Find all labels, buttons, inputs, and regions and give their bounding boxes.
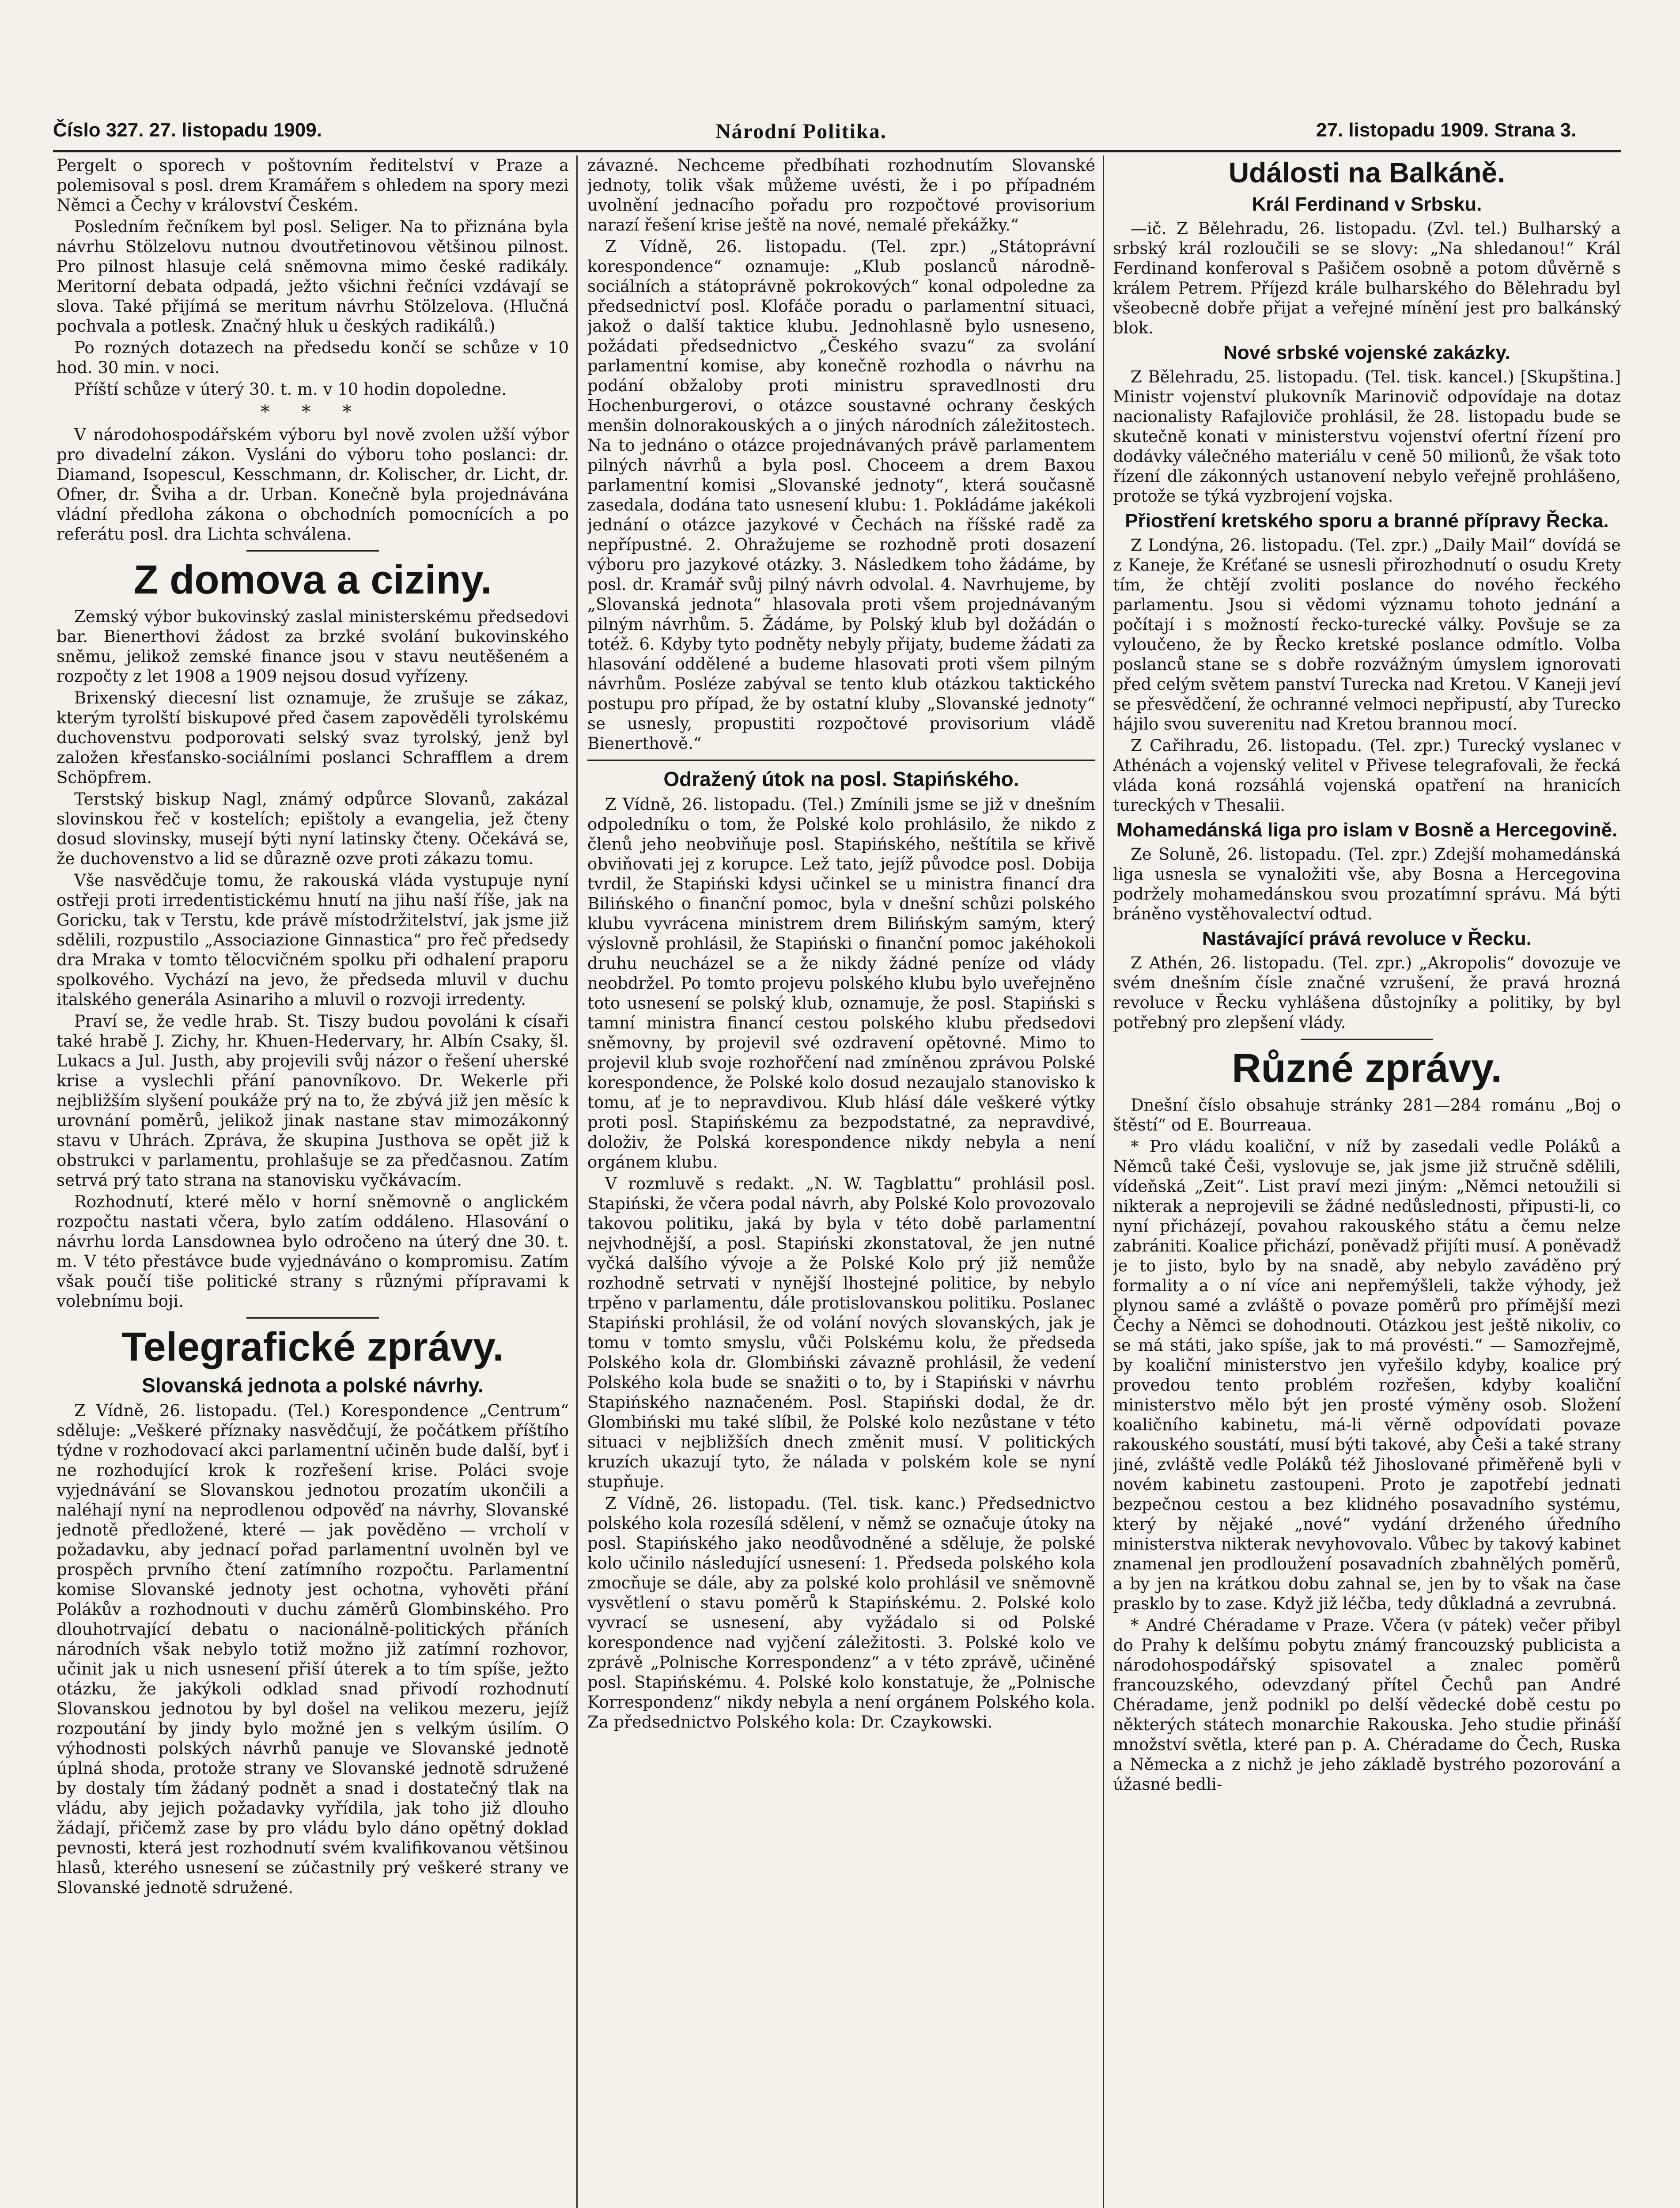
- column-divider-2: [1103, 155, 1104, 2208]
- paragraph: Vše nasvědčuje tomu, že rakouská vláda vystupuje nyní ostřeji proti irredentistickému hnutí na jihu naší říše, jak na Goricku, tak v Terstu, kde právě místodržitelství, jak jsme již sdělili, rozpustilo „Associazione Ginnastica“ pro řeč předsedy dra Mraka v tomto tělocvičném spolku při odhalení praporu spolkového. Vychází na jevo, že předseda mluvil v duchu italského generála Asinariho a mluvil o rozvoji irredenty.: [57, 870, 569, 1009]
- section-heading-ruzne: Různé zprávy.: [1232, 1046, 1502, 1091]
- paragraph: Zemský výbor bukovinský zaslal ministerskému předsedovi bar. Bienerthovi žádost za brzké svolání bukovinského sněmu, jelikož zemské finance jsou v stavu neutěšeném a rozpočty z let 1908 a 1909 nejsou dosud vyřízeny.: [57, 607, 569, 686]
- section-heading-odrazeny-utok: Odražený útok na posl. Stapińského.: [663, 768, 1019, 790]
- section-heading-balkan: Události na Balkáně.: [1229, 157, 1505, 189]
- paragraph: Ze Soluně, 26. listopadu. (Tel. zpr.) Zdejší mohamedánská liga usnesla se vynaložiti vše, aby Bosna a Hercegovina podržely mohamedánskou svou prozatímní správu. Má býti bráněno vystěhovalectví odtud.: [1113, 845, 1621, 924]
- paragraph: Pergelt o sporech v poštovním ředitelství v Praze a polemisoval s posl. drem Kramářem s ohledem na spory mezi Němci a Čechy v království Českém.: [57, 156, 569, 215]
- header-rule: [53, 150, 1621, 152]
- paragraph: V národohospodářském výboru byl nově zvolen užší výbor pro divadelní zákon. Vysláni do výboru toho poslanci: dr. Diamand, Isopescul, Kesschmann, dr. Kolischer, dr. Licht, dr. Ofner, dr. Šviha a dr. Urban. Konečně byla projednávána vládní předloha zákona o obchodních pomocnících a po referátu posl. dra Lichta schválena.: [57, 425, 569, 544]
- paragraph: Z Vídně, 26. listopadu. (Tel.) Zmínili jsme se již v dnešním odpoledníku o tom, že Polské kolo prohlásilo, že nikdo z členů jeho neobviňuje posl. Stapińského, neštítila se křivě obviňovati jej z korupce. Lež tato, jejíž původce posl. Dobija tvrdil, že Stapiński kdysi učinkel se u ministra financí dra Bilińského o finanční pomoc, byla v dnešní schůzi polského klubu vyvrácena ministrem drem Bilińským samým, který výslovně prohlásil, že Stapiński o finanční pomoc jakéhokoli druhu neucházel se a že nikdy žádné peníze od vlády neobdržel. Po tomto projevu polského klubu bylo uveřejněno toto usnesení se polský klub, oznamuje, že posl. Stapiński s tamní ministra financí cestou polského klubu předsedovi sněmovny, by projevil své ozdravení opětovné. Mimo to projevil klub svoje rozhořčení nad zmíněnou zprávou Polské korespondence, že Polské kolo dosud nezaujalo stanovisko k tomu, ať je to nepravdivou. Klub hlásí dále veškeré výtky proti posl. Stapińskému za bezpodstatné, za nepravdivé, doloživ, že Polská korespondence nikdy nebyla a není orgánem klubu.: [587, 795, 1095, 1172]
- paragraph: * Pro vládu koaliční, v níž by zasedali vedle Poláků a Němců také Češi, vyslovuje se, jak jsme již stručně sdělili, vídeňská „Zeit“. List praví mezi jiným: „Němci netoužili si nikterak a neprojevili se žádné nedůslednosti, připusti-li, co nyní přicházejí, povahou rakouského státu a čemu nelze zabrániti. Koalice přichází, poněvadž přijíti musí. A poněvadž je to jisto, bylo by na snadě, aby nebylo zaváděno prý formality a o ní více ani nepřemýšleli, takže výhody, jež plynou samé a zvláště o povaze poměrů pro přímější mezi Čechy a Němci se dohodnouti. Otázkou jest ještě nikoliv, co se má státi, jako spíše, jak to má provésti.“ — Samozřejmě, by koaliční ministerstvo jen vyřešilo kdyby, koalice prý provedou tento problém rozřešen, kdyby koaliční ministerstvo mělo být jen prosté výměny osob. Složení koaličního kabinetu, má-li věrně odpovídati povaze rakouského soustátí, musí býti takové, aby Češi a také strany jiné, zvláště vedle Poláků též Jihoslované přiměřeně byli v novém kabinetu zastoupeni. Proto je zapotřebí jednati bezpečnou cestou a bez klidného posavadního systému, který by nějaké „nové“ vydání drženého úředního ministerstva nikterak nevyhovovalo. Vůbec by takový kabinet znamenal jen prodloužení posavadních zbahnělých poměrů, a by jen na krátkou dobu zahnal se, jen by to však na čase prasklo by to zase. Když již léčba, tedy důkladná a zevrubná.: [1113, 1137, 1621, 1613]
- column-3: [1113, 155, 1621, 2208]
- page-header: [53, 119, 1616, 146]
- paragraph: Z Vídně, 26. listopadu. (Tel. zpr.) „Státoprávní korespondence“ oznamuje: „Klub poslanců národně-sociálních a státoprávně pokrokových“ konal odpoledne za předsednictví posl. Klofáče poradu o parlamentní situaci, jakož o další taktice klubu. Jednohlasně bylo usneseno, požádati předsednictvo „Českého svazu“ za svolání parlamentní komise, aby konečně rozhodla o návrhu na podání obžaloby proti ministru spravedlnosti dru Hochenburgerovi, o otázce soustavné ochrany českých menšin dolnorakouských a o jiných národních záležitostech. Na to jednáno o otázce projednávaných právě parlamentem pilných návrhů a byla posl. Choceem a drem Baxou parlamentní komisi „Slovanské jednoty“, která současně zasedala, dodána tato usnesení klubu: 1. Pokládáme jakékoli jednání o otázce jazykové v Čechách na říšské radě za nepřípustné. 2. Ohražujeme se rozhodně proti dosazení výboru pro jazykové otázky. 3. Následkem toho žádáme, by posl. dr. Kramář svůj pilný návrh odvolal. 4. Navrhujeme, by „Slovanská jednota“ hlasovala proti všem projednávaným pilným návrhům. 5. Žádáme, by Polský klub byl dožádán o totéž. 6. Kdyby tyto podněty nebyly přijaty, budeme žádati za hlasování oddělené a budeme hlasovati proti všem pilným návrhům. Posléze zabýval se tento klub otázkou taktického postupu pro případ, že by ostatní kluby „Slovanské jednoty“ se usnesly, propustiti rozpočtové provisorium vládě Bienerthově.“: [587, 237, 1095, 753]
- divider: [246, 1317, 379, 1319]
- paragraph: Příští schůze v úterý 30. t. m. v 10 hodin dopoledne.: [74, 380, 507, 399]
- paragraph: Posledním řečníkem byl posl. Seliger. Na to přiznána byla návrhu Stölzelovu nutnou dvoutřetinovou většinou pilnost. Pro pilnost hlasuje celá sněmovna mimo české radikály. Meritorní debata odpadá, ježto všichni řečníci vzdávají se slova. Také přijímá se meritum návrhu Stölzelova. (Hlučná pochvala a potlesk. Značný hluk u českých radikálů.): [57, 217, 569, 336]
- paragraph: Praví se, že vedle hrab. St. Tiszy budou povoláni k císaři také hrabě J. Zichy, hr. Khuen-Hedervary, hr. Albín Csaky, šl. Lukacs a Jul. Justh, aby projevili svůj názor o řešení uherské krise a vyslechli přání panovníkovo. Dr. Wekerle při nejbližším slyšení poukáže prý na to, že zbývá již jen měsíc k urovnání poměrů, jelikož jinak nastane stav mimozákonný stavu v Uhrách. Zpráva, že skupina Justhova se opět již k obstrukci v parlamentu, prohlašuje se za předčasnou. Zatím setrvá prý tato strana na stanovisku vyčkávacím.: [57, 1011, 569, 1190]
- paragraph: Z Athén, 26. listopadu. (Tel. zpr.) „Akropolis“ dovozuje ve svém dnešním čísle značné vzrušení, že pravá hrozná revoluce v Řecku vyhlášena důstojníky a politiky, by byl potřebný pro zlepšení vlády.: [1113, 953, 1621, 1032]
- column-1: [57, 155, 569, 2208]
- paragraph: Brixenský diecesní list oznamuje, že zrušuje se zákaz, kterým tyrolští biskupové před časem zapověděli tyrolskému duchovenstvu podporovati selský svaz tyrolský, jenž byl založen křesťansko-sociálními poslanci Schrafflem a drem Schöpfrem.: [57, 688, 569, 787]
- paragraph: Po rozných dotazech na předsedu končí se schůze v 10 hod. 30 min. v noci.: [57, 338, 569, 377]
- section-heading-domova: Z domova a ciziny.: [133, 557, 492, 602]
- date-and-page: 27. listopadu 1909. Strana 3.: [1316, 119, 1577, 141]
- divider: [246, 550, 379, 552]
- paragraph: Dnešní číslo obsahuje stránky 281—284 románu „Boj o štěstí“ od E. Bourreaua.: [1113, 1095, 1621, 1134]
- section-stars: * * *: [261, 402, 365, 422]
- subheading-revoluce-recko: Nastávající prává revoluce v Řecku.: [1202, 928, 1532, 950]
- paragraph: Terstský biskup Nagl, známý odpůrce Slovanů, zakázal slovinskou řeč v kostelích; epištoly a evangelia, jež čteny dosud slovinsky, musejí býti nyní latinsky čteny. Očekává se, že duchovenstvo a lid se důrazně ozve proti zákazu tomu.: [57, 789, 569, 868]
- paragraph: Rozhodnutí, které mělo v horní sněmovně o anglickém rozpočtu nastati včera, bylo zatím oddáleno. Hlasování o návrhu lorda Lansdownea bylo odročeno na úterý dne 30. t. m. V této přestávce bude vyjednáváno o kompromisu. Zatím však poučí tiše politické strany s různými přípravami k volebnímu boji.: [57, 1192, 569, 1311]
- paragraph: Z Vídně, 26. listopadu. (Tel.) Korespondence „Centrum“ sděluje: „Veškeré příznaky nasvědčují, že počátkem příštího týdne v rozhodovací akci parlamentní učiněn bude další, byť i ne rozhodující krok k rozřešení krise. Poláci svoje vyjednávání se Slovanskou jednotou prozatím ukončili a naléhají nyní na neprodlenou odpověď na návrhy, Slovanské jednotě předložené, které — jak pověděno — vrcholí v požadavku, aby jednací pořad parlamentní uvolněn byl ve prospěch prvního čtení zatímního rozpočtu. Parlamentní komise Slovanské jednoty jest ochotna, vyhověti přání Polákův a rozhodnouti v duchu záměrů Glombinského. Pro dlouhotrvající debatu o nacionálně-politických přáních národních však nebylo totiž možno již zatímní rozhovor, učinit jak u nich usnesení přiší úterek a to tím spíše, ježto otázku, že jakýkoli odklad snad přivodí rozhodnutí Slovanskou jednotou by byl došel na velikou mezeru, jejíž rozpoutání by jindy bylo možné jen s velkým úsilím. O výhodnosti polských návrhů panuje ve Slovanské jednotě úplná shoda, protože strany ve Slovanské jednotě sdružené by dostaly tím žádaný podnět a snad i dostatečný tlak na vládu, aby jejich požadavky vyřídila, jak toho již dlouho žádají, přičemž zase by pro vládu bylo dáno opětný doklad pevnosti, která jest rozhodnutí svém kvalifikovanou většinou hlasů, kterého usnesení se zúčastnily prý veškeré strany ve Slovanské jednotě sdružené.: [57, 1401, 569, 1898]
- paragraph: Z Cařihradu, 26. listopadu. (Tel. zpr.) Turecký vyslanec v Athénách a vojenský velitel v Přivese telegrafovali, že řecká vláda koná rozsáhlá vojenská opatření na hranicích tureckých v Thesalii.: [1113, 736, 1621, 815]
- section-heading-telegraf: Telegrafické zprávy.: [121, 1324, 504, 1369]
- paragraph: Z Bělehradu, 25. listopadu. (Tel. tisk. kancel.) [Skupština.] Ministr vojenství plukovník Marinovič odpovídaje na dotaz nacionalisty Rafajloviče prohlásil, že 28. listopadu bude se skutečně konati v ministerstvu vojenství ofertní řízení pro dodávky válečného materiálu v ceně 50 milionů, že však toto řízení dle zákonných ustanovení nebylo veřejně prohlášeno, protože se týká vyzbrojení vojska.: [1113, 367, 1621, 506]
- column-2: [587, 155, 1095, 2208]
- paragraph: V rozmluvě s redakt. „N. W. Tagblattu“ prohlásil posl. Stapiński, že včera podal návrh, aby Polské Kolo provozovalo takovou politiku, jaká by byla v této době parlamentní nejvhodnější, a posl. Stapiński zkonstatoval, že jen nutné vyčká dalšího vývoje a že Polské Kolo prý již nemůže rozhodně setrvati v nynější lhostejné politice, by nebylo trpěno v parlamentu, dále protislovanskou politiku. Poslanec Stapiński prohlásil, že od volání nových slovanských, jak je tomu v tomto smyslu, vůči Polskému kolu, že předseda Polského kola dr. Glombiński závazně prohlásil, že vedení Polského kola bude se snažiti o to, by i Stapiński v návrhu Stapińského naznačeném. Posl. Stapiński dodal, že dr. Glombiński mu také slíbil, že Polské kolo nezůstane v této situaci v nejbližších dnech změnit musí. V politických kruzích ukazují tyto, že nálada v polském kole se nyní stupňuje.: [587, 1174, 1095, 1491]
- subheading-kral-ferdinand: Král Ferdinand v Srbsku.: [1252, 193, 1482, 216]
- subheading-mohamedanska-liga: Mohamedánská liga pro islam v Bosně a Hercegovině.: [1116, 819, 1618, 841]
- paragraph: —ič. Z Bělehradu, 26. listopadu. (Zvl. tel.) Bulharský a srbský král rozloučili se se slovy: „Na shledanou!“ Král Ferdinand konferoval s Pašičem osobně a potom důvěrně s králem Petrem. Příjezd krále bulharského do Bělehradu byl všeobecně dobře přijat a veřejné mínění jest pro balkánský blok.: [1113, 219, 1621, 338]
- subheading-srbske-zakazky: Nové srbské vojenské zakázky.: [1223, 342, 1510, 364]
- subheading-slovanska-jednota: Slovanská jednota a polské návrhy.: [142, 1374, 484, 1397]
- paragraph: * André Chéradame v Praze. Včera (v pátek) večer přibyl do Prahy k delšímu pobytu známý francouzský publicista a národohospodářský spisovatel a znalec poměrů francouzského, odevzdaný přítel Čechů pan André Chéradame, jenž podnikl po delší vědecké době cestu po některých státech monarchie Rakouska. Jeho studie přináší množství světla, které pan p. A. Chéradame do Čech, Ruska a Německa a z nichž je jeho základě bystrého pozorování a úžasné bedli-: [1113, 1615, 1621, 1794]
- masthead: Národní Politika.: [715, 120, 887, 143]
- divider: [587, 760, 1095, 761]
- column-divider-1: [576, 155, 578, 2208]
- paragraph: Z Londýna, 26. listopadu. (Tel. zpr.) „Daily Mail“ dovídá se z Kaneje, že Kréťané se usnesli přirozhodnutí o osudu Krety tím, že chtějí zvoliti poslance do nového řeckého parlamentu. Jsou si vědomi významu tohoto jednání a počítají i s možností řecko-turecké války. Povšuje se za vyloučeno, že by Řecko kretské poslance odmítlo. Volba poslanců stane se s dobře rozvážným úmyslem ignorovati před celým světem panství Turecka nad Kretou. V Kaneji jeví se přesvědčení, že ochranné velmoci nepřipustí, aby Turecko hájilo svou suverenitu nad Kretou brannou mocí.: [1113, 536, 1621, 734]
- divider: [1301, 1039, 1433, 1040]
- subheading-kretsky-spor: Přiostření kretského sporu a branné přípravy Řecka.: [1125, 510, 1609, 532]
- issue-number: Číslo 327. 27. listopadu 1909.: [53, 119, 322, 141]
- paragraph: závazné. Nechceme předbíhati rozhodnutím Slovanské jednoty, tolik však můžeme uvésti, že i po případném uvolnění jednacího pořadu pro rozpočtové provisorium narazí řešení krise ještě na nové, nemalé překážky.“: [587, 156, 1095, 234]
- paragraph: Z Vídně, 26. listopadu. (Tel. tisk. kanc.) Předsednictvo polského kola rozesílá sdělení, v němž se označuje útoky na posl. Stapińského jako neodůvodněné a sděluje, že polské kolo učinilo následující usnesení: 1. Předseda polského kola zmocňuje se dále, aby za polské kolo prohlásil ve sněmovně vysvětlení o stavu poměrů k Stapińskému. 2. Polské kolo vyvrací se usnesení, aby vyžádalo si od Polské korespondence nad vyjčení záležitosti. 3. Polské kolo ve zprávě „Polnische Korrespondenz“ a v této zprávě, učiněné posl. Stapińskému. 4. Polské kolo konstatuje, že „Polnische Korrespondenz“ nikdy nebyla a není orgánem Polského kola. Za předsednictvo Polského kola: Dr. Czaykowski.: [587, 1494, 1095, 1732]
